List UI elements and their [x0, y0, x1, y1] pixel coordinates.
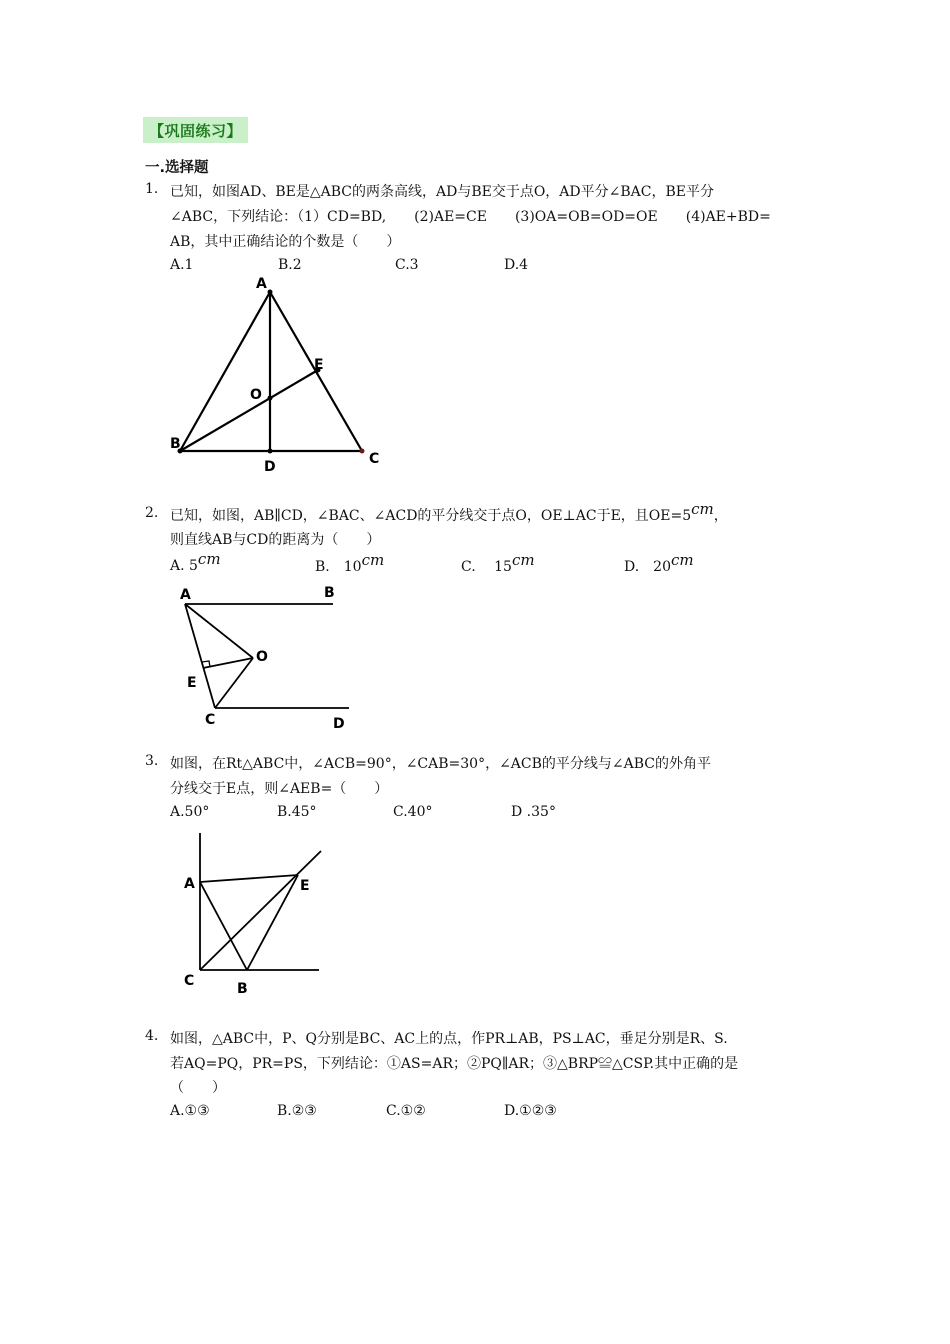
- q3-label-a: A: [184, 876, 195, 892]
- q3-segment-be: [247, 875, 298, 970]
- q2-option-a-unit: cm: [197, 550, 221, 568]
- q3-label-c: C: [184, 973, 195, 989]
- q1-point-d: [268, 449, 273, 454]
- practice-badge: 【巩固练习】: [143, 117, 248, 143]
- q4-option-d: D.①②③: [504, 1103, 557, 1119]
- q2-line-1-tail: ，: [713, 508, 728, 524]
- q1-side-ab: [180, 292, 270, 451]
- q2-segment-co: [215, 658, 253, 708]
- q4-option-b: B.②③: [277, 1103, 317, 1119]
- q1-line-2: ∠ABC，下列结论：（1）CD=BD, (2)AE=CE (3)OA=OB=OD=OE (4)AE+BD=: [170, 209, 771, 225]
- q3-bisector-ce: [200, 851, 321, 970]
- q1-figure: [160, 270, 400, 480]
- q2-label-c: C: [205, 712, 216, 728]
- q1-altitude-be: [180, 370, 318, 451]
- q2-segment-ac: [185, 604, 215, 708]
- q4-line-1: 如图，△ABC中，P、Q分别是BC、AC上的点，作PR⊥AB，PS⊥AC，垂足分别是R、S.: [170, 1031, 728, 1047]
- q2-line-1-text: 已知，如图，AB∥CD，∠BAC、∠ACD的平分线交于点O，OE⊥AC于E，且OE=5: [170, 508, 692, 524]
- q3-number: 3.: [145, 753, 159, 769]
- q2-option-a: [170, 550, 221, 574]
- q2-line-1: [170, 500, 728, 525]
- q1-point-o: [268, 396, 273, 401]
- q2-option-b: [315, 551, 385, 576]
- q2-line-1-unit: cm: [691, 500, 714, 518]
- q3-segment-ae: [200, 875, 298, 882]
- q2-line-2: 则直线AB与CD的距离为（ ）: [170, 532, 381, 548]
- section-title: 一.选择题: [145, 160, 209, 176]
- q2-option-d: [624, 551, 694, 576]
- q2-option-c-unit: cm: [511, 551, 535, 569]
- q2-option-b-text: B. 10: [315, 559, 362, 575]
- q4-number: 4.: [145, 1028, 159, 1044]
- q1-line-1: 已知，如图AD、BE是△ABC的两条高线，AD与BE交于点O，AD平分∠BAC，BE平分: [170, 184, 714, 200]
- q4-option-a: A.①③: [170, 1103, 210, 1119]
- q2-option-c-text: C. 15: [461, 559, 512, 575]
- q2-segment-ao: [185, 604, 253, 658]
- q3-line-2: 分线交于E点，则∠AEB=（ ）: [170, 781, 389, 797]
- q2-figure: [165, 580, 365, 735]
- q1-point-c: [360, 449, 365, 454]
- q2-label-b: B: [324, 585, 335, 601]
- q1-label-a: A: [256, 276, 267, 292]
- q2-option-d-unit: cm: [671, 551, 694, 569]
- q3-label-e: E: [300, 878, 310, 894]
- q1-line-3: AB，其中正确结论的个数是（ ）: [170, 234, 401, 250]
- q1-option-c: C.3: [395, 257, 419, 273]
- q1-point-a: [268, 290, 273, 295]
- q3-side-ab: [200, 882, 247, 970]
- q3-label-b: B: [237, 981, 248, 997]
- q2-option-b-unit: cm: [361, 551, 385, 569]
- q4-line-2: 若AQ=PQ，PR=PS，下列结论：①AS=AR；②PQ∥AR；③△BRP≌△CSP.其中正确的是: [170, 1056, 739, 1072]
- q3-option-c: C.40°: [393, 804, 433, 820]
- q3-option-b: B.45°: [277, 804, 317, 820]
- q1-option-a: A.1: [170, 257, 194, 273]
- q1-label-b: B: [170, 436, 181, 452]
- q1-option-d: D.4: [504, 257, 529, 273]
- q1-label-d: D: [264, 459, 276, 475]
- q2-number: 2.: [145, 505, 159, 521]
- q4-line-3: （ ）: [170, 1080, 226, 1096]
- q3-figure: [175, 825, 335, 1000]
- q2-option-a-text: A. 5: [170, 558, 198, 574]
- q2-label-a: A: [180, 587, 191, 603]
- q4-option-c: C.①②: [386, 1103, 426, 1119]
- q2-label-e: E: [187, 675, 197, 691]
- q3-option-a: A.50°: [170, 804, 210, 820]
- q3-line-1: 如图，在Rt△ABC中，∠ACB=90°，∠CAB=30°，∠ACB的平分线与∠ABC的外角平: [170, 756, 712, 772]
- q2-label-o: O: [256, 649, 268, 665]
- q3-option-d: D .35°: [511, 804, 556, 820]
- q1-number: 1.: [145, 181, 159, 197]
- q1-label-e: E: [314, 357, 324, 373]
- q2-label-d: D: [333, 716, 345, 732]
- q2-option-d-text: D. 20: [624, 559, 671, 575]
- q1-label-c: C: [369, 451, 380, 467]
- q1-label-o: O: [250, 387, 262, 403]
- q1-option-b: B.2: [278, 257, 302, 273]
- q2-option-c: [461, 551, 535, 576]
